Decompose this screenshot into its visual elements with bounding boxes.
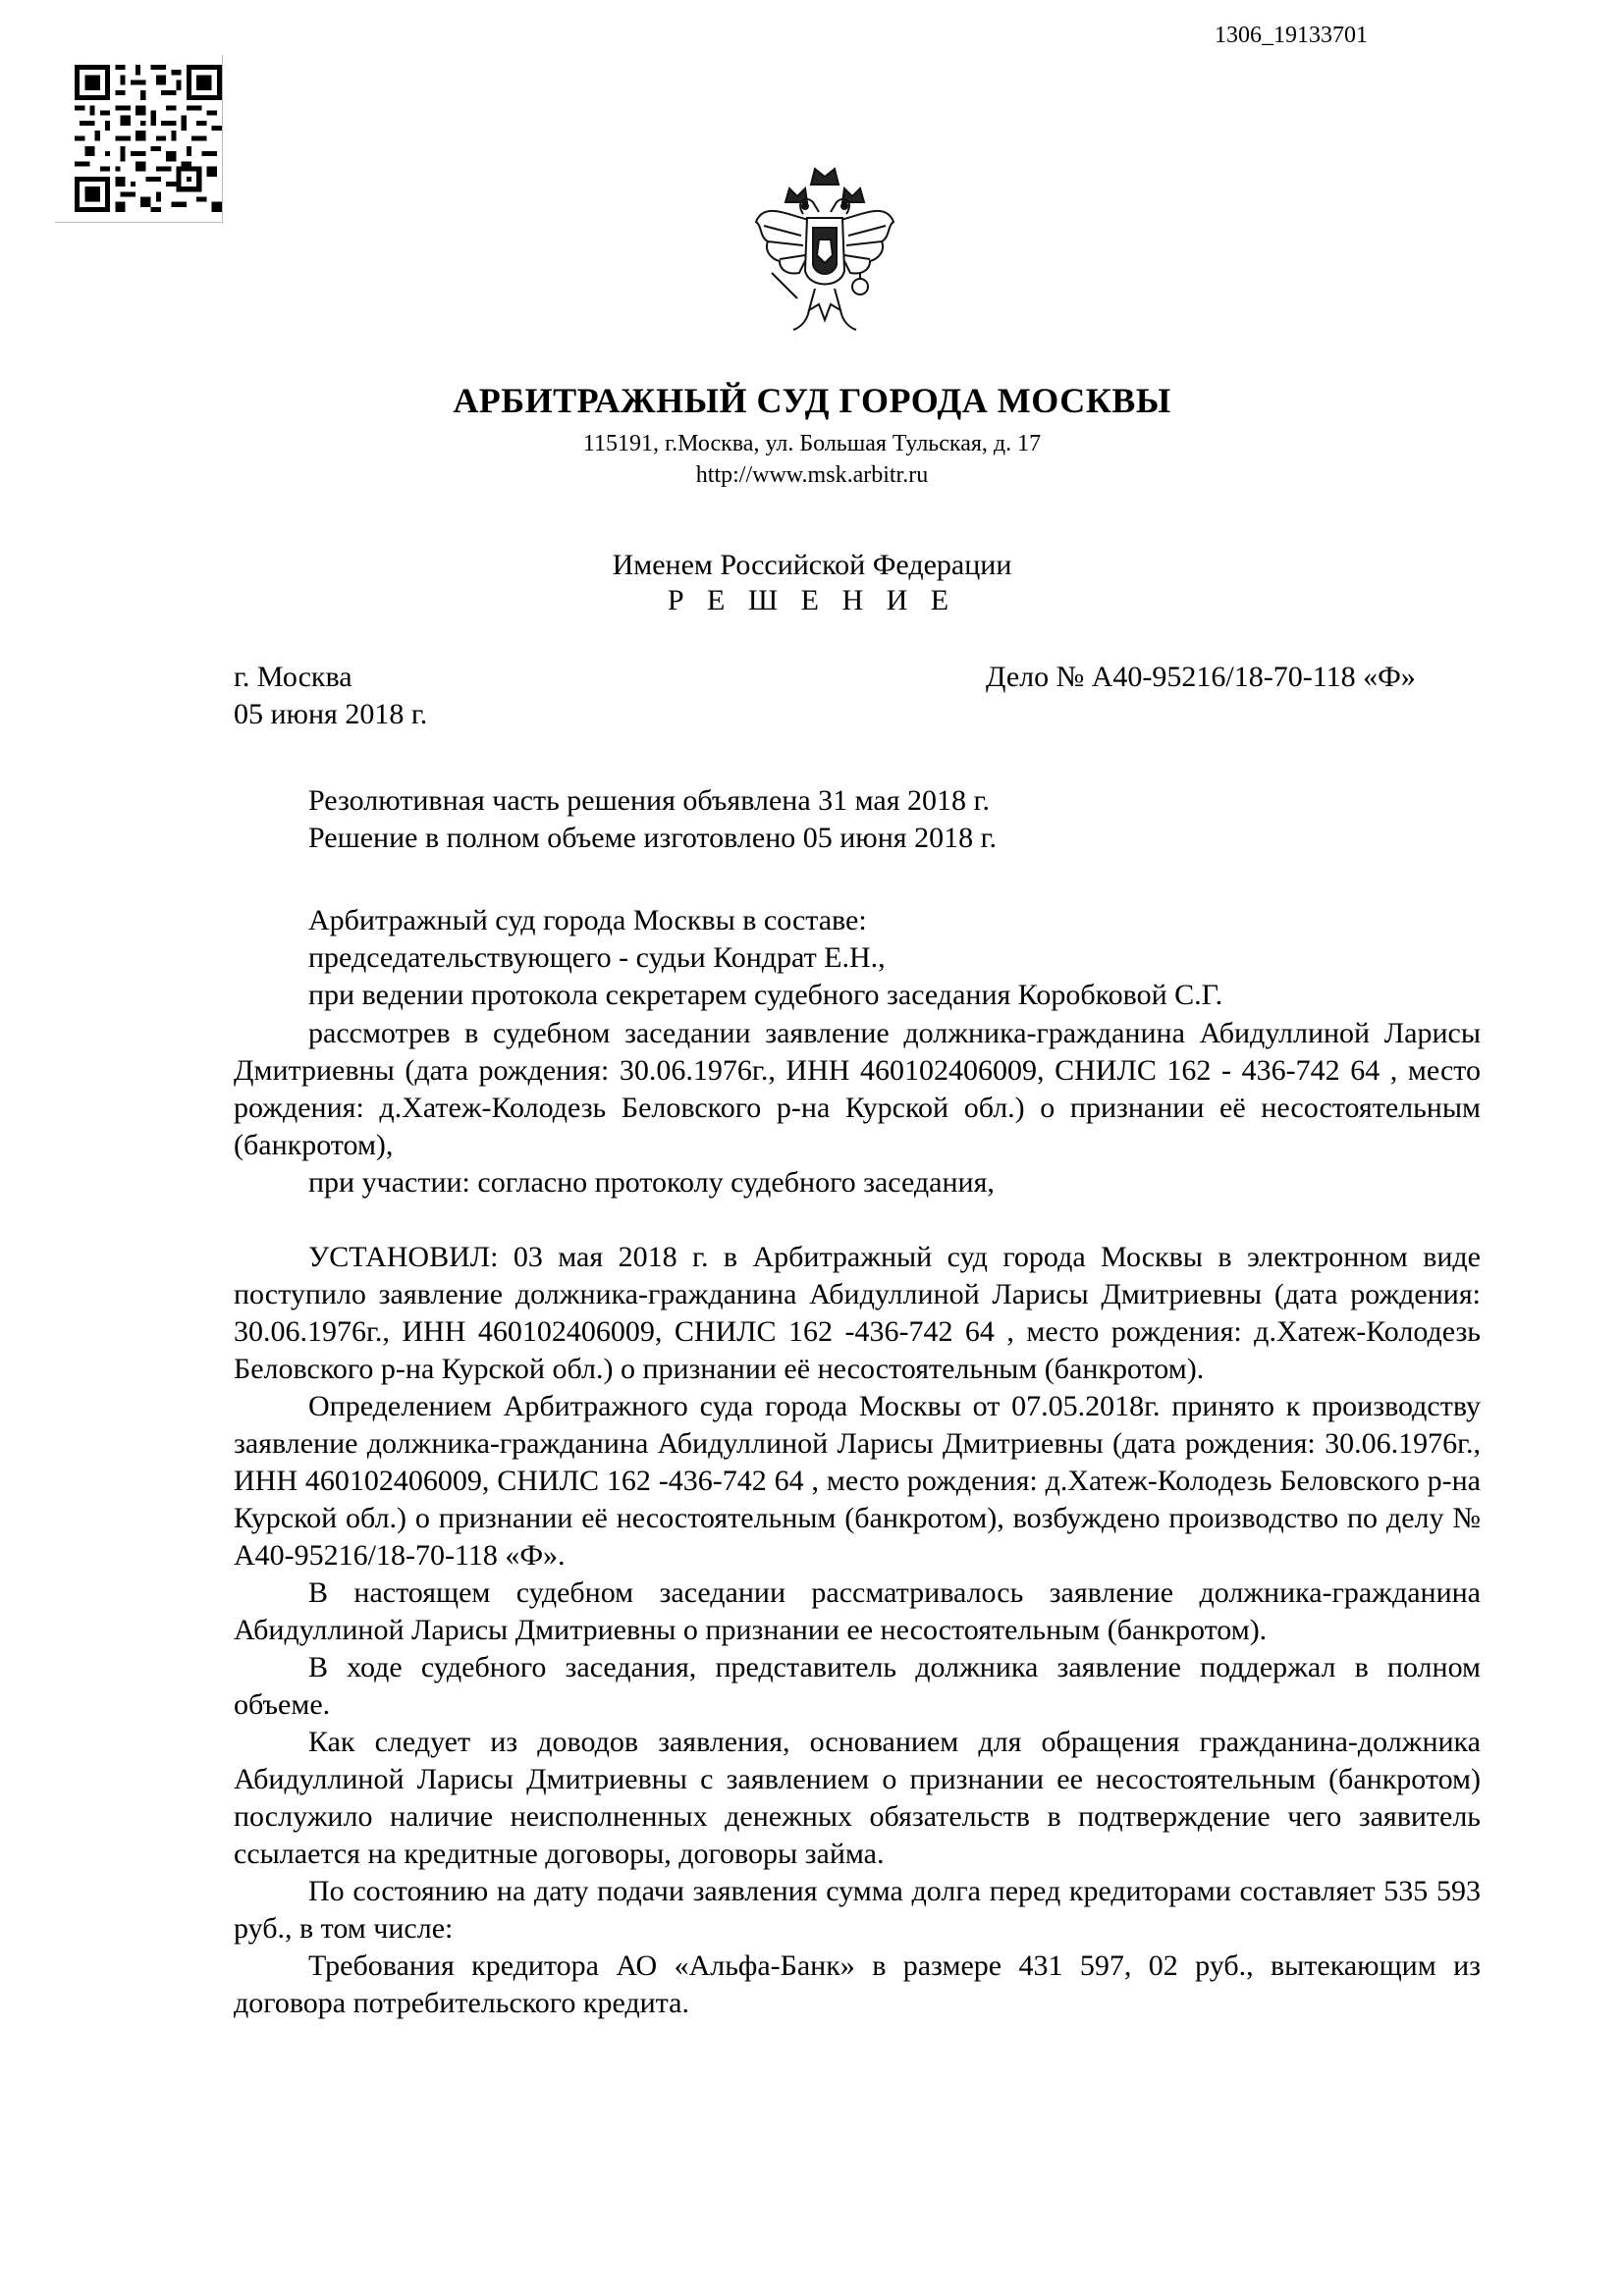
court-composition-line: Арбитражный суд города Москвы в составе:	[308, 904, 867, 936]
document-number: 1306_19133701	[1215, 23, 1368, 48]
paragraph-creditor-claim: Требования кредитора АО «Альфа-Банк» в размере 431 597, 02 руб., вытекающим из договора потребительского кредита.	[234, 1949, 1481, 2019]
full-text-date-line: Решение в полном объеме изготовлено 05 июня 2018 г.	[308, 822, 997, 854]
case-number: Дело № А40-95216/18-70-118 «Ф»	[986, 661, 1416, 693]
paragraph-grounds: Как следует из доводов заявления, основанием для обращения гражданина-должника Абидуллиной Ларисы Дмитриевны с заявлением о признании ее несостоятельным (банкротом) послужило наличие неисполненных денежных обязательств в подтверждение чего заявитель ссылается на кредитные договоры, договоры займа.	[234, 1726, 1481, 1870]
decision-body	[234, 1015, 1481, 2022]
in-the-name-heading: Именем Российской Федерации	[612, 549, 1012, 581]
paragraph-established: УСТАНОВИЛ: 03 мая 2018 г. в Арбитражный суд города Москвы в электронном виде поступило заявление должника-гражданина Абидуллиной Ларисы Дмитриевны (дата рождения: 30.06.1976г., ИНН 460102406009, СНИЛС 162 -436-742 64 , место рождения: д.Хатеж-Колодезь Беловского р-на Курской обл.) о признании её несостоятельным (банкротом).	[234, 1241, 1481, 1385]
decision-date: 05 июня 2018 г.	[234, 698, 428, 730]
announcement-line: Резолютивная часть решения объявлена 31 мая 2018 г.	[308, 784, 990, 817]
court-website: http://www.msk.arbitr.ru	[695, 462, 929, 488]
document-type-heading: Р Е Ш Е Н И Е	[667, 584, 957, 616]
coat-of-arms-icon	[750, 163, 899, 342]
paragraph-representative: В ходе судебного заседания, представитель должника заявление поддержал в полном объеме.	[234, 1651, 1481, 1721]
secretary-line: при ведении протокола секретарем судебного заседания Коробковой С.Г.	[308, 979, 1223, 1011]
paragraph-ruling: Определением Арбитражного суда города Москвы от 07.05.2018г. принято к производству заявление должника-гражданина Абидуллиной Ларисы Дмитриевны (дата рождения: 30.06.1976г., ИНН 460102406009, СНИЛС 162 -436-742 64 , место рождения: д.Хатеж-Колодезь Беловского р-на Курской обл.) о признании её несостоятельным (банкротом), возбуждено производство по делу № А40-95216/18-70-118 «Ф».	[234, 1390, 1481, 1572]
judge-line: председательствующего - судьи Кондрат Е.Н.,	[308, 941, 886, 974]
city: г. Москва	[234, 661, 352, 693]
paragraph-debt-total: По состоянию на дату подачи заявления сумма долга перед кредиторами составляет 535 593 руб., в том числе:	[234, 1875, 1481, 1945]
paragraph-participation: при участии: согласно протоколу судебного заседания,	[308, 1166, 995, 1199]
qr-code-icon	[75, 65, 222, 212]
court-name: АРБИТРАЖНЫЙ СУД ГОРОДА МОСКВЫ	[453, 381, 1171, 420]
court-address: 115191, г.Москва, ул. Большая Тульская, д. 17	[582, 431, 1042, 456]
paragraph-hearing: В настоящем судебном заседании рассматривалось заявление должника-гражданина Абидуллиной Ларисы Дмитриевны о признании ее несостоятельным (банкротом).	[234, 1576, 1481, 1646]
paragraph-considering: рассмотрев в судебном заседании заявление должника-гражданина Абидуллиной Ларисы Дмитриевны (дата рождения: 30.06.1976г., ИНН 460102406009, СНИЛС 162 - 436-742 64 , место рождения: д.Хатеж-Колодезь Беловского р-на Курской обл.) о признании её несостоятельным (банкротом),	[234, 1017, 1481, 1161]
qr-code-frame	[55, 55, 223, 223]
